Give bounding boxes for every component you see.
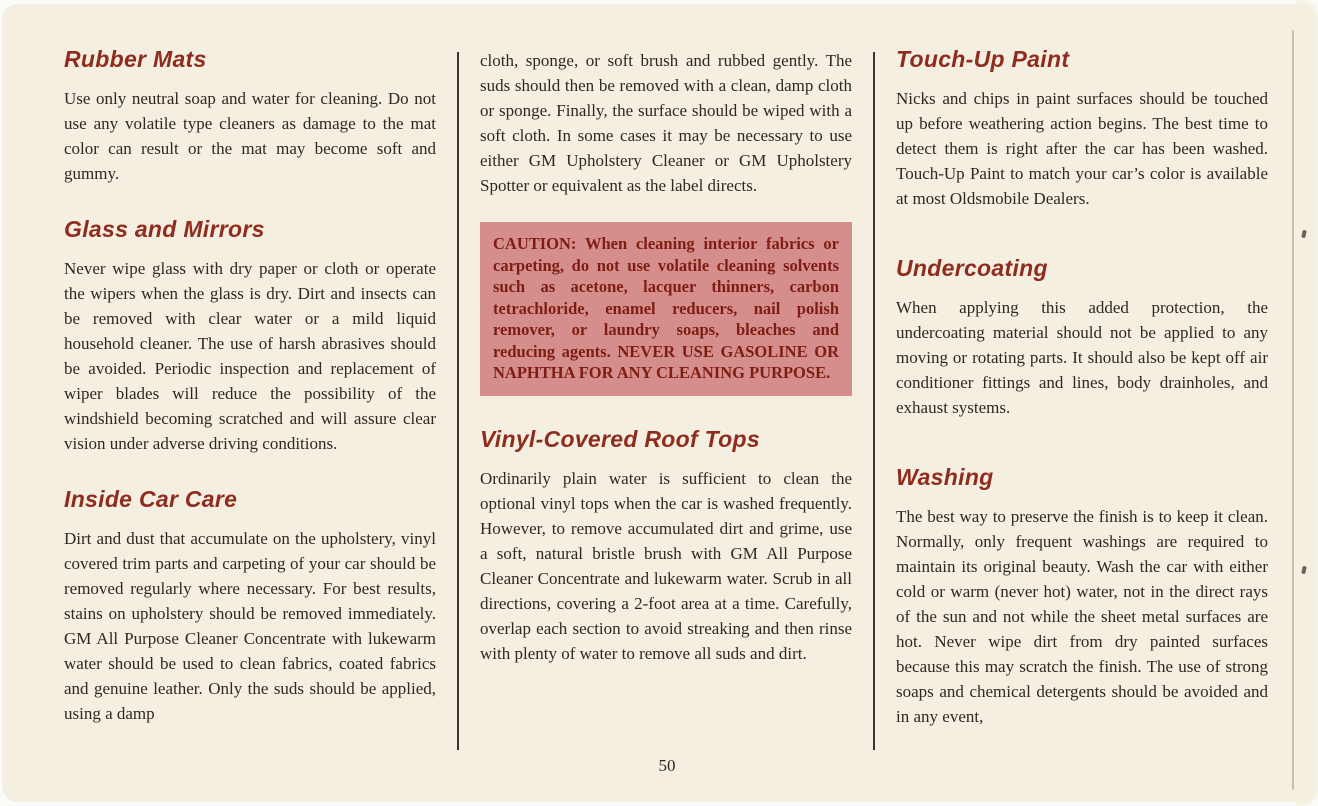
section-body: Ordinarily plain water is sufficient to clean the optional vinyl tops when the car is washed frequently. However, to remove accumulated dirt and grime, use a soft, natural bristle brush with GM All Purpose Cleaner Concentrate and lukewarm water. Scrub in all directions, covering a 2-foot area at a time. Carefully, overlap each section to avoid streaking and then rinse with plenty of water to remove all suds and dirt. (480, 468, 852, 663)
section-body: Never wipe glass with dry paper or cloth or operate the wipers when the glass is dry. Dirt and insects can be removed with clear water or a mild liquid household cleaner. The use of harsh abrasives should be avoided. Periodic inspection and replacement of wiper blades will reduce the possibility of the windshield becoming scratched and will assure clear vision under adverse driving conditions. (64, 259, 436, 453)
section-heading: Glass and Mirrors (64, 216, 265, 242)
column-1 (64, 44, 436, 750)
column-3 (896, 44, 1268, 750)
column-2 (480, 44, 852, 750)
section-heading: Inside Car Care (64, 486, 238, 512)
section-heading: Vinyl-Covered Roof Tops (480, 425, 760, 452)
section-body: When applying this added protection, the undercoating material should not be applied to any moving or rotating parts. It should also be kept off air conditioner fittings and lines, body drainholes, and exhaust systems. (896, 298, 1268, 417)
page-edge-line (1292, 30, 1294, 790)
section-heading: Undercoating (896, 255, 1048, 281)
section-heading: Rubber Mats (64, 46, 207, 72)
section-inside-car-care (64, 486, 436, 726)
section-glass-and-mirrors (64, 216, 436, 456)
section-heading: Washing (896, 464, 994, 490)
section-undercoating (896, 255, 1268, 420)
page-content (2, 4, 1316, 750)
section-heading: Touch-Up Paint (896, 46, 1070, 72)
section-rubber-mats (64, 46, 436, 186)
section-touch-up-paint (896, 46, 1268, 211)
section-body: Dirt and dust that accumulate on the upholstery, vinyl covered trim parts and carpeting of your car should be removed regularly where necessary. For best results, stains on upholstery should be removed immediately. GM All Purpose Cleaner Concentrate with lukewarm water should be used to clean fabrics, coated fabrics and genuine leather. Only the suds should be applied, using a damp (64, 529, 436, 723)
continuation-paragraph: cloth, sponge, or soft brush and rubbed gently. The suds should then be removed with a clean, damp cloth or sponge. Finally, the surface should be wiped with a soft cloth. In some cases it may be necessary to use either GM Upholstery Cleaner or GM Upholstery Spotter or equivalent as the label directs. (480, 51, 852, 195)
section-body: Nicks and chips in paint surfaces should be touched up before weathering action begins. The best time to detect them is right after the car has been washed. Touch-Up Paint to match your car’s color is available at most Oldsmobile Dealers. (896, 89, 1268, 208)
manual-page (2, 4, 1316, 802)
page-number: 50 (658, 756, 676, 775)
section-vinyl-covered-roof-tops (480, 426, 852, 666)
section-body: Use only neutral soap and water for cleaning. Do not use any volatile type cleaners as damage to the mat color can result or the mat may become soft and gummy. (64, 89, 436, 183)
caution-box: CAUTION: When cleaning interior fabrics or carpeting, do not use volatile cleaning solvents such as acetone, lacquer thinners, carbon tetrachloride, enamel reducers, nail polish remover, or laundry soaps, bleaches and reducing agents. NEVER USE GASOLINE OR NAPHTHA FOR ANY CLEANING PURPOSE. (480, 222, 852, 396)
section-body: The best way to preserve the finish is to keep it clean. Normally, only frequent washings are required to maintain its original beauty. Wash the car with either cold or warm (never hot) water, not in the direct rays of the sun and not while the sheet metal surfaces are hot. Never wipe dirt from dry painted surfaces because this may scratch the finish. The use of strong soaps and chemical detergents should be avoided and in any event, (896, 507, 1268, 726)
section-washing (896, 464, 1268, 729)
